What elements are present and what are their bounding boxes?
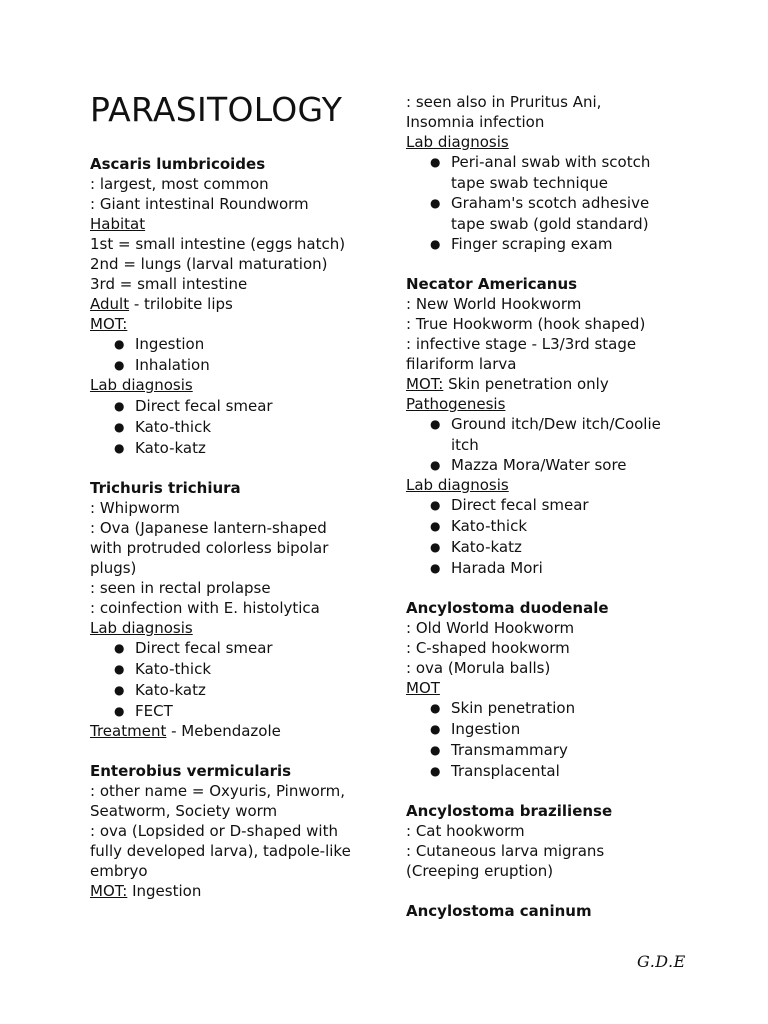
note-line bbox=[90, 801, 277, 821]
note-text: : Giant intestinal Roundworm bbox=[90, 195, 309, 213]
note-text: : Whipworm bbox=[90, 499, 180, 517]
bullet-icon: ● bbox=[114, 399, 125, 413]
note-line bbox=[90, 274, 247, 294]
subheading-text: Adult bbox=[90, 295, 130, 313]
bullet-icon: ● bbox=[114, 337, 125, 351]
note-rest-text: Ingestion bbox=[127, 882, 202, 900]
bullet-icon: ● bbox=[430, 196, 441, 210]
bullet-item-continuation: tape swab technique bbox=[451, 174, 608, 192]
note-text: 3rd = small intestine bbox=[90, 275, 248, 293]
subheading-line bbox=[406, 475, 509, 495]
subheading-line bbox=[406, 374, 609, 394]
section-heading bbox=[90, 761, 291, 781]
bullet-icon: ● bbox=[430, 701, 441, 715]
bullet-item: Finger scraping exam bbox=[451, 235, 613, 253]
note-line bbox=[90, 538, 328, 558]
bullet-item: Kato-katz bbox=[451, 538, 522, 556]
note-text: : Ova (Japanese lantern-shaped bbox=[90, 519, 327, 537]
section-heading bbox=[90, 478, 241, 498]
subheading-text: Pathogenesis bbox=[406, 395, 506, 413]
heading-text: Trichuris trichiura bbox=[90, 479, 241, 497]
note-rest-text: Skin penetration only bbox=[443, 375, 609, 393]
bullet-item-continuation: tape swab (gold standard) bbox=[451, 215, 649, 233]
note-line bbox=[90, 234, 345, 254]
note-line bbox=[406, 112, 544, 132]
bullet-item: Transmammary bbox=[451, 741, 568, 759]
note-line bbox=[406, 618, 574, 638]
subheading-line bbox=[406, 678, 440, 698]
bullet-icon: ● bbox=[114, 420, 125, 434]
subheading-text: Lab diagnosis bbox=[90, 619, 193, 637]
note-text: Seatworm, Society worm bbox=[90, 802, 278, 820]
note-text: : New World Hookworm bbox=[406, 295, 582, 313]
bullet-icon: ● bbox=[430, 722, 441, 736]
note-text: : ova (Morula balls) bbox=[406, 659, 551, 677]
signature: G.D.E bbox=[637, 952, 686, 971]
note-line bbox=[90, 578, 271, 598]
note-text: : ova (Lopsided or D-shaped with bbox=[90, 822, 338, 840]
note-text: (Creeping eruption) bbox=[406, 862, 554, 880]
note-text: with protruded colorless bipolar bbox=[90, 539, 329, 557]
bullet-icon: ● bbox=[430, 519, 441, 533]
note-line bbox=[90, 518, 327, 538]
subheading-text: MOT: bbox=[90, 315, 128, 333]
subheading-line bbox=[90, 314, 127, 334]
note-line bbox=[406, 92, 601, 112]
bullet-item: Mazza Mora/Water sore bbox=[451, 456, 627, 474]
bullet-icon: ● bbox=[114, 704, 125, 718]
bullet-icon: ● bbox=[430, 764, 441, 778]
heading-text: Ascaris lumbricoides bbox=[90, 155, 266, 173]
subheading-line bbox=[90, 881, 201, 901]
note-line bbox=[406, 638, 570, 658]
bullet-icon: ● bbox=[114, 441, 125, 455]
note-text: filariform larva bbox=[406, 355, 517, 373]
subheading-text: MOT bbox=[406, 679, 440, 697]
note-rest-text: - trilobite lips bbox=[129, 295, 233, 313]
note-text: : True Hookworm (hook shaped) bbox=[406, 315, 646, 333]
note-line bbox=[406, 334, 636, 354]
subheading-line bbox=[406, 394, 505, 414]
note-text: : Cat hookworm bbox=[406, 822, 525, 840]
bullet-icon: ● bbox=[430, 417, 441, 431]
note-text: : coinfection with E. histolytica bbox=[90, 599, 320, 617]
note-line bbox=[90, 498, 180, 518]
note-text: fully developed larva), tadpole-like bbox=[90, 842, 351, 860]
bullet-icon: ● bbox=[430, 237, 441, 251]
subheading-text: Lab diagnosis bbox=[90, 376, 193, 394]
heading-text: Ancylostoma braziliense bbox=[406, 802, 613, 820]
note-line bbox=[90, 194, 309, 214]
subheading-line bbox=[90, 375, 193, 395]
bullet-item: Ground itch/Dew itch/Coolie bbox=[451, 415, 661, 433]
note-text: : other name = Oxyuris, Pinworm, bbox=[90, 782, 346, 800]
subheading-line bbox=[90, 618, 193, 638]
note-line bbox=[90, 821, 338, 841]
subheading-line bbox=[90, 721, 281, 741]
subheading-text: Habitat bbox=[90, 215, 146, 233]
subheading-line bbox=[90, 214, 145, 234]
bullet-icon: ● bbox=[430, 743, 441, 757]
note-line bbox=[90, 841, 351, 861]
note-line bbox=[90, 254, 327, 274]
bullet-item: Graham's scotch adhesive bbox=[451, 194, 650, 212]
note-line bbox=[406, 354, 516, 374]
bullet-icon: ● bbox=[430, 155, 441, 169]
bullet-icon: ● bbox=[114, 358, 125, 372]
note-line bbox=[90, 174, 269, 194]
note-text: embryo bbox=[90, 862, 148, 880]
heading-text: Ancylostoma duodenale bbox=[406, 599, 609, 617]
bullet-item: Kato-thick bbox=[135, 660, 212, 678]
bullet-item: FECT bbox=[135, 702, 173, 720]
bullet-icon: ● bbox=[430, 561, 441, 575]
subheading-line bbox=[90, 294, 233, 314]
bullet-item: Kato-thick bbox=[451, 517, 528, 535]
bullet-item: Direct fecal smear bbox=[135, 397, 273, 415]
bullet-item: Peri-anal swab with scotch bbox=[451, 153, 651, 171]
heading-text: Necator Americanus bbox=[406, 275, 578, 293]
note-text: : largest, most common bbox=[90, 175, 269, 193]
bullet-item: Kato-thick bbox=[135, 418, 212, 436]
bullet-item: Harada Mori bbox=[451, 559, 543, 577]
note-text: : infective stage - L3/3rd stage bbox=[406, 335, 637, 353]
bullet-item: Kato-katz bbox=[135, 439, 206, 457]
bullet-item: Direct fecal smear bbox=[135, 639, 273, 657]
subheading-text: MOT: bbox=[90, 882, 128, 900]
subheading-text: Lab diagnosis bbox=[406, 476, 509, 494]
note-text: : seen also in Pruritus Ani, bbox=[406, 93, 602, 111]
note-line bbox=[406, 841, 604, 861]
section-heading bbox=[406, 598, 609, 618]
bullet-item: Inhalation bbox=[135, 356, 210, 374]
heading-text: Ancylostoma caninum bbox=[406, 902, 592, 920]
page-title: PARASITOLOGY bbox=[90, 90, 343, 129]
section-heading bbox=[406, 274, 577, 294]
note-line bbox=[406, 658, 550, 678]
bullet-item: Skin penetration bbox=[451, 699, 576, 717]
note-text: : seen in rectal prolapse bbox=[90, 579, 271, 597]
note-line bbox=[406, 294, 581, 314]
bullet-item: Transplacental bbox=[451, 762, 560, 780]
note-rest-text: - Mebendazole bbox=[166, 722, 281, 740]
bullet-icon: ● bbox=[430, 540, 441, 554]
bullet-item: Ingestion bbox=[135, 335, 205, 353]
subheading-text: Lab diagnosis bbox=[406, 133, 509, 151]
bullet-icon: ● bbox=[114, 662, 125, 676]
note-text: : Old World Hookworm bbox=[406, 619, 575, 637]
subheading-text: MOT: bbox=[406, 375, 444, 393]
note-line bbox=[90, 781, 345, 801]
bullet-item: Ingestion bbox=[451, 720, 521, 738]
note-line bbox=[90, 598, 320, 618]
note-text: Insomnia infection bbox=[406, 113, 545, 131]
bullet-item: Direct fecal smear bbox=[451, 496, 589, 514]
note-line bbox=[406, 861, 553, 881]
bullet-icon: ● bbox=[114, 641, 125, 655]
section-heading bbox=[406, 901, 592, 921]
note-text: : C-shaped hookworm bbox=[406, 639, 570, 657]
subheading-text: Treatment bbox=[90, 722, 167, 740]
note-text: plugs) bbox=[90, 559, 137, 577]
note-line bbox=[406, 821, 525, 841]
heading-text: Enterobius vermicularis bbox=[90, 762, 292, 780]
bullet-icon: ● bbox=[430, 458, 441, 472]
bullet-icon: ● bbox=[430, 498, 441, 512]
note-line bbox=[406, 314, 645, 334]
bullet-icon: ● bbox=[114, 683, 125, 697]
section-heading bbox=[406, 801, 612, 821]
note-line bbox=[90, 861, 148, 881]
note-text: : Cutaneous larva migrans bbox=[406, 842, 605, 860]
note-text: 2nd = lungs (larval maturation) bbox=[90, 255, 328, 273]
bullet-item: Kato-katz bbox=[135, 681, 206, 699]
note-text: 1st = small intestine (eggs hatch) bbox=[90, 235, 346, 253]
section-heading bbox=[90, 154, 265, 174]
subheading-line bbox=[406, 132, 509, 152]
bullet-item-continuation: itch bbox=[451, 436, 479, 454]
note-line bbox=[90, 558, 136, 578]
